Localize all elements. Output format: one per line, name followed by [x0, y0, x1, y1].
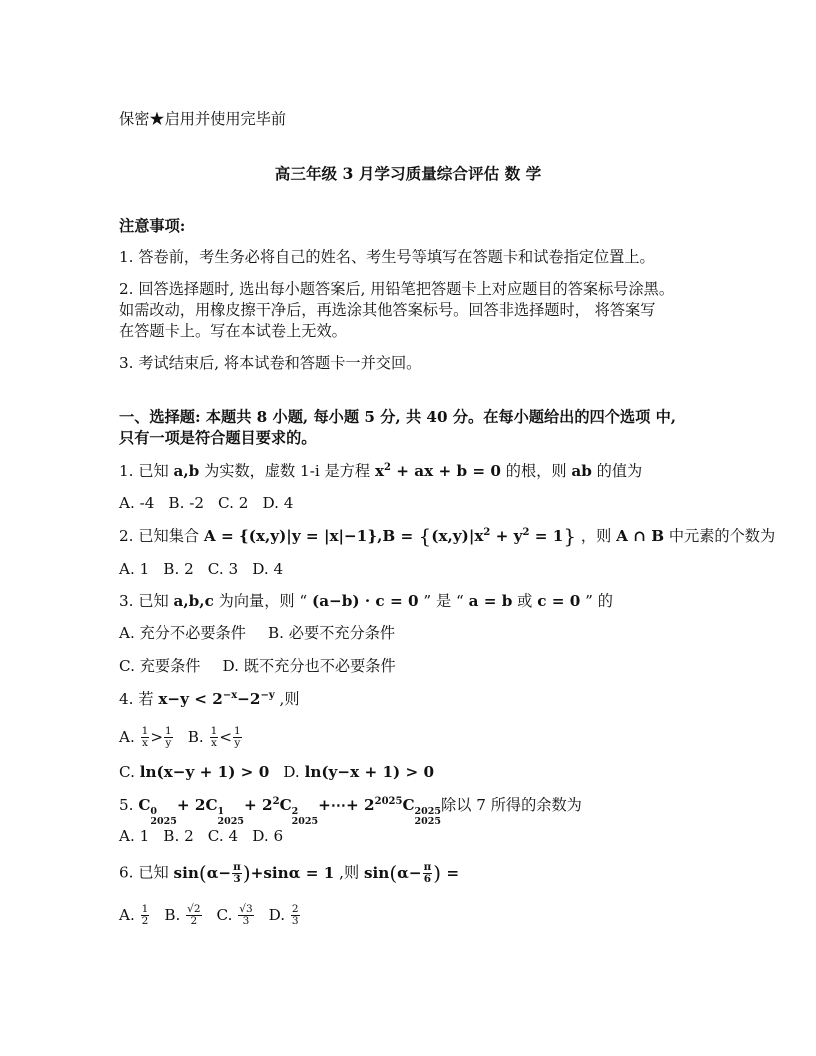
question-4-options-ab — [119, 726, 257, 749]
fraction — [238, 904, 253, 927]
question-6 — [119, 862, 459, 885]
question-4-options-cd — [119, 762, 448, 782]
option-b: B. 2 — [163, 827, 194, 845]
numerator: π — [423, 861, 432, 873]
numerator: 1 — [233, 725, 241, 737]
denominator: 3 — [233, 873, 241, 885]
q2-set-b-part: = 1 — [529, 527, 564, 545]
option-c — [119, 763, 269, 781]
option-c — [216, 903, 255, 927]
fraction — [291, 904, 300, 927]
q2-intersection: A ∩ B — [616, 527, 665, 545]
option-b — [164, 903, 202, 927]
option-c: C. 3 — [207, 560, 239, 578]
operator: < — [219, 727, 232, 746]
option-label: D. — [283, 763, 305, 781]
fraction — [141, 904, 150, 927]
q5-sum-expression — [138, 795, 441, 827]
q5-term: C — [138, 796, 151, 814]
numerator: 1 — [165, 725, 172, 737]
q4-mid: −2 — [237, 690, 261, 708]
q5-sup: 2 — [291, 806, 299, 817]
q5-text: 5. — [119, 796, 139, 814]
question-2-options — [119, 559, 297, 579]
denominator: 3 — [242, 915, 250, 927]
q1-text: 为实数，虚数 1-i 是方程 — [199, 462, 375, 480]
q5-sub: 2025 — [414, 816, 441, 827]
question-5 — [119, 795, 582, 827]
q1-text: 1. 已知 — [119, 462, 174, 480]
q1-text: 的根，则 — [500, 462, 572, 480]
fraction — [141, 726, 150, 749]
numerator: 1 — [141, 725, 149, 737]
q4-inequality — [158, 690, 274, 708]
q6-text: 6. 已知 — [119, 863, 174, 882]
q1-eq-var: x — [374, 462, 384, 480]
q5-sup: 2025 — [414, 806, 441, 817]
q2-text: 2. 已知集合 — [119, 527, 204, 545]
confidential-label: 保密★启用并使用完毕前 — [119, 110, 287, 128]
q1-vars: a,b — [173, 462, 200, 480]
q5-text: 除以 7 所得的余数为 — [441, 796, 582, 814]
q6-target: sin(α− $\frac{\pi}{6}$ ) = — [363, 860, 460, 885]
option-d: D. 既不充分也不必要条件 — [222, 657, 396, 675]
option-d: D. 4 — [252, 560, 284, 578]
question-1-options — [119, 493, 307, 513]
denominator: 3 — [291, 915, 299, 927]
q6-sin: sin — [173, 863, 199, 882]
option-d: D. 4 — [262, 494, 294, 512]
q1-equation — [375, 462, 501, 480]
q5-exponent: 2 — [272, 795, 280, 807]
option-b: B. 2 — [163, 560, 194, 578]
numerator: 2 — [291, 903, 299, 915]
option-label: A. — [119, 905, 140, 924]
q5-exponent: 2025 — [374, 795, 403, 807]
section-heading-line-2: 只有一项是符合题目要求的。 — [119, 429, 317, 447]
option-a — [119, 903, 150, 927]
numerator: 1 — [210, 725, 218, 737]
option-expression: ln(y−x + 1) > 0 — [304, 763, 435, 781]
numerator: π — [233, 861, 241, 873]
denominator: 6 — [423, 873, 432, 885]
q6-arg: α− — [397, 863, 422, 882]
q3-text: 或 — [512, 592, 538, 610]
q2-text: 中元素的个数为 — [664, 527, 776, 545]
q5-sub: 2025 — [291, 816, 319, 827]
notice-item-2-line-2: 如需改动，用橡皮擦干净后，再选涂其他答案标号。回答非选择题时， 将答案写 — [119, 301, 656, 319]
q4-exponent: −y — [260, 689, 275, 701]
q5-term: + 2C — [176, 796, 218, 814]
operator: > — [150, 727, 164, 746]
q3-text: ” 是 “ — [418, 592, 469, 610]
option-c: C. 充要条件 — [119, 657, 201, 675]
q6-arg: α− — [206, 863, 232, 882]
notice-item-2-line-1: 2. 回答选择题时, 选出每小题答案后, 用铅笔把答题卡上对应题目的答案标号涂黑。 — [119, 280, 675, 298]
q3-expression: (a−b) · c = 0 — [312, 592, 419, 610]
numerator: √2 — [187, 903, 201, 915]
denominator: x — [142, 737, 148, 749]
q3-condition-2: c = 0 — [537, 592, 581, 610]
q4-text: 4. 若 — [119, 690, 159, 708]
option-b: B. 必要不充分条件 — [267, 624, 396, 642]
fraction — [164, 726, 173, 749]
option-c: C. 2 — [218, 494, 249, 512]
q4-lhs: x−y < 2 — [158, 690, 223, 708]
option-label: B. — [164, 905, 186, 924]
q2-text: ，则 — [576, 527, 617, 545]
option-b: B. -2 — [168, 494, 205, 512]
q5-term: +⋯+ 2 — [318, 796, 375, 814]
option-d — [268, 903, 301, 927]
q3-text: 3. 已知 — [119, 592, 174, 610]
question-1 — [119, 461, 642, 481]
option-a: A. 1 — [119, 560, 150, 578]
question-5-options — [119, 826, 297, 846]
fraction — [186, 904, 201, 927]
q1-eq-exponent: 2 — [384, 461, 391, 473]
option-label: C. — [119, 763, 140, 781]
numerator: 1 — [141, 903, 149, 915]
q3-text: ” 的 — [580, 592, 613, 610]
fraction — [423, 862, 433, 885]
question-4 — [119, 689, 300, 709]
option-label: D. — [268, 905, 290, 924]
q2-exponent: 2 — [522, 526, 530, 538]
q5-term: + 2 — [244, 796, 273, 814]
q2-set-b-part: (x,y)|x — [431, 527, 484, 545]
question-2 — [119, 526, 775, 546]
q5-sub: 2025 — [217, 816, 244, 827]
q3-text: 为向量，则 “ — [213, 592, 313, 610]
q5-sup: 1 — [217, 806, 225, 817]
notice-item-1: 1. 答卷前，考生务必将自己的姓名、考生号等填写在答题卡和试卷指定位置上。 — [119, 248, 655, 266]
q2-set-b: $\{(x,y)|x^2 + y^2 = 1\}$ — [418, 524, 577, 548]
option-expression: ln(x−y + 1) > 0 — [139, 763, 270, 781]
option-d: D. 6 — [252, 827, 284, 845]
q4-text: ,则 — [274, 690, 300, 708]
denominator: 2 — [190, 915, 198, 927]
notice-item-2-line-3: 在答题卡上。写在本试卷上无效。 — [119, 322, 347, 340]
section-heading-line-1: 一、选择题: 本题共 8 小题, 每小题 5 分, 共 40 分。在每小题给出的四个选项 中, — [119, 408, 677, 426]
denominator: y — [234, 737, 241, 749]
q5-term: C — [279, 796, 292, 814]
option-label: A. — [119, 727, 140, 746]
q2-set-a: A = {(x,y)|y = |x|−1},B = — [203, 527, 419, 545]
question-3 — [119, 591, 613, 611]
q5-sub: 2025 — [150, 816, 177, 827]
denominator: y — [165, 737, 172, 749]
q5-sup: 0 — [150, 806, 158, 817]
denominator: 2 — [141, 915, 149, 927]
q3-condition-1: a = b — [468, 592, 513, 610]
q4-exponent: −x — [222, 689, 238, 701]
option-a: A. -4 — [119, 494, 155, 512]
option-label: C. — [216, 905, 238, 924]
q2-exponent: 2 — [483, 526, 491, 538]
q1-product: ab — [571, 462, 592, 480]
q6-sin: sin — [363, 863, 390, 882]
numerator: √3 — [239, 903, 253, 915]
q2-set-b-part: + y — [490, 527, 523, 545]
notice-item-3: 3. 考试结束后, 将本试卷和答题卡一并交回。 — [119, 354, 422, 372]
option-a — [119, 725, 174, 749]
fraction — [233, 726, 242, 749]
q6-condition: sin(α− $\frac{\pi}{3}$ )+sinα = 1 — [173, 860, 335, 885]
question-3-options-row-2 — [119, 656, 410, 676]
q5-term: C — [402, 796, 415, 814]
question-6-options — [119, 904, 315, 927]
denominator: x — [210, 737, 217, 749]
notice-heading: 注意事项: — [119, 217, 186, 235]
q6-equals: = — [441, 863, 460, 882]
option-d — [283, 763, 434, 781]
page-title: 高三年级 3 月学习质量综合评估 数 学 — [274, 164, 542, 183]
fraction — [232, 862, 242, 885]
option-label: B. — [187, 727, 209, 746]
q6-mid: +sinα = 1 — [250, 863, 335, 882]
question-3-options-row-1 — [119, 623, 409, 643]
q1-eq-rest: + ax + b = 0 — [390, 462, 501, 480]
q1-text: 的值为 — [591, 462, 643, 480]
option-a: A. 1 — [119, 827, 150, 845]
q6-text: ,则 — [334, 863, 364, 882]
option-c: C. 4 — [207, 827, 239, 845]
fraction — [210, 726, 219, 749]
q3-vars: a,b,c — [173, 592, 214, 610]
option-b — [187, 725, 243, 749]
option-a: A. 充分不必要条件 — [119, 624, 246, 642]
